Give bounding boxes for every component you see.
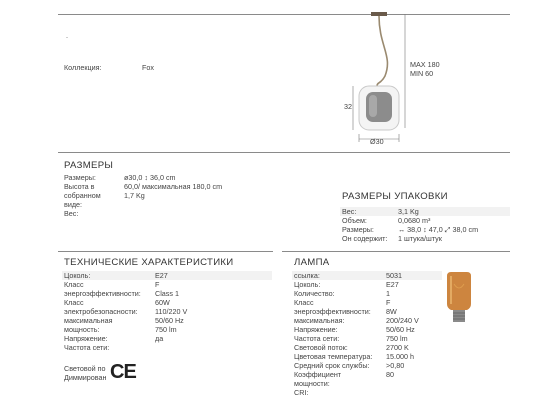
tech-label-0: Цоколь: — [64, 271, 91, 280]
sizes-rule — [58, 152, 510, 153]
packaging-row-shade — [340, 207, 510, 216]
lamp-label-5: максимальная: — [294, 316, 345, 325]
pack-label-3: Он содержит: — [342, 234, 388, 243]
size-label-3: виде: — [64, 200, 83, 209]
min-height-label: MIN 60 — [410, 69, 434, 78]
pack-value-2: ↔ 38,0 ↕ 47,0 ⤢ 38,0 cm — [398, 225, 479, 234]
tech-rule-left — [58, 251, 273, 252]
size-value-2: 1,7 Kg — [124, 191, 145, 200]
max-height-label: MAX 180 — [410, 60, 440, 69]
lamp-diameter-label: Ø30 — [370, 137, 384, 146]
lamp-value-9: 15.000 h — [386, 352, 414, 361]
tech-value-6: 750 lm — [155, 325, 177, 334]
tech-value-1: F — [155, 280, 160, 289]
lamp-label-3: Класс — [294, 298, 314, 307]
ce-mark-icon: CE — [110, 361, 136, 383]
tech-label-5: максимальная — [64, 316, 113, 325]
packaging-title: РАЗМЕРЫ УПАКОВКИ — [342, 191, 448, 202]
lamp-value-3: F — [386, 298, 391, 307]
tech-label-10: Диммирован — [64, 373, 107, 382]
lamp-label-2: Количество: — [294, 289, 335, 298]
lamp-value-1: E27 — [386, 280, 399, 289]
pack-value-1: 0,0680 m³ — [398, 216, 431, 225]
tech-value-3: 60W — [155, 298, 170, 307]
sizes-title: РАЗМЕРЫ — [64, 160, 114, 171]
lamp-value-5: 200/240 V — [386, 316, 419, 325]
lamp-value-6: 50/60 Hz — [386, 325, 415, 334]
collection-value: Fox — [142, 63, 154, 72]
lamp-label-10: Средний срок службы: — [294, 361, 370, 370]
tech-label-8: Частота сети: — [64, 343, 110, 352]
tech-value-7: да — [155, 334, 164, 343]
lamp-label-13: CRI: — [294, 388, 309, 397]
size-value-0: ø30,0 ↕ 36,0 cm — [124, 173, 176, 182]
lamp-value-2: 1 — [386, 289, 390, 298]
tech-label-4: электробезопасности: — [64, 307, 138, 316]
lamp-label-9: Цветовая температура: — [294, 352, 373, 361]
tech-rule-right — [282, 251, 510, 252]
lamp-height-label: 32 — [344, 102, 352, 111]
tech-value-5: 50/60 Hz — [155, 316, 184, 325]
size-label-4: Вес: — [64, 209, 79, 218]
pack-value-3: 1 штука/штук — [398, 234, 442, 243]
pendant-lamp-drawing — [335, 6, 455, 151]
lamp-label-4: энергоэффективности: — [294, 307, 371, 316]
lamp-label-6: Напряжение: — [294, 325, 338, 334]
lamp-value-8: 2700 K — [386, 343, 409, 352]
tech-label-6: мощность: — [64, 325, 100, 334]
pack-label-2: Размеры: — [342, 225, 374, 234]
lamp-label-8: Световой поток: — [294, 343, 348, 352]
size-label-0: Размеры: — [64, 173, 96, 182]
pack-label-0: Вес: — [342, 207, 357, 216]
pack-value-0: 3,1 Kg — [398, 207, 419, 216]
tech-label-9: Световой по — [64, 364, 106, 373]
lamp-label-11: Коэффициент — [294, 370, 342, 379]
tech-value-4: 110/220 V — [155, 307, 188, 316]
lamp-value-7: 750 lm — [386, 334, 408, 343]
pack-label-1: Объем: — [342, 216, 367, 225]
size-value-1: 60,0/ максимальная 180,0 cm — [124, 182, 223, 191]
size-label-2: собранном — [64, 191, 101, 200]
tech-label-1: Класс — [64, 280, 84, 289]
lamp-value-11: 80 — [386, 370, 394, 379]
lamp-label-0: ссылка: — [294, 271, 320, 280]
tech-label-3: Класс — [64, 298, 84, 307]
tech-value-2: Class 1 — [155, 289, 179, 298]
lamp-value-10: >0,80 — [386, 361, 405, 370]
lamp-label-12: мощности: — [294, 379, 330, 388]
lamp-value-4: 8W — [386, 307, 397, 316]
collection-label: Коллекция: — [64, 63, 102, 72]
lamp-title: ЛАМПА — [294, 257, 330, 268]
tech-label-2: энергоэффективности: — [64, 289, 141, 298]
size-label-1: Высота в — [64, 182, 95, 191]
lamp-label-1: Цоколь: — [294, 280, 321, 289]
tech-title: ТЕХНИЧЕСКИЕ ХАРАКТЕРИСТИКИ — [64, 257, 234, 268]
bulb-icon — [442, 270, 476, 326]
stray-dot: . — [66, 31, 68, 40]
tech-value-0: E27 — [155, 271, 168, 280]
tech-label-7: Напряжение: — [64, 334, 108, 343]
lamp-value-0: 5031 — [386, 271, 402, 280]
lamp-label-7: Частота сети: — [294, 334, 340, 343]
